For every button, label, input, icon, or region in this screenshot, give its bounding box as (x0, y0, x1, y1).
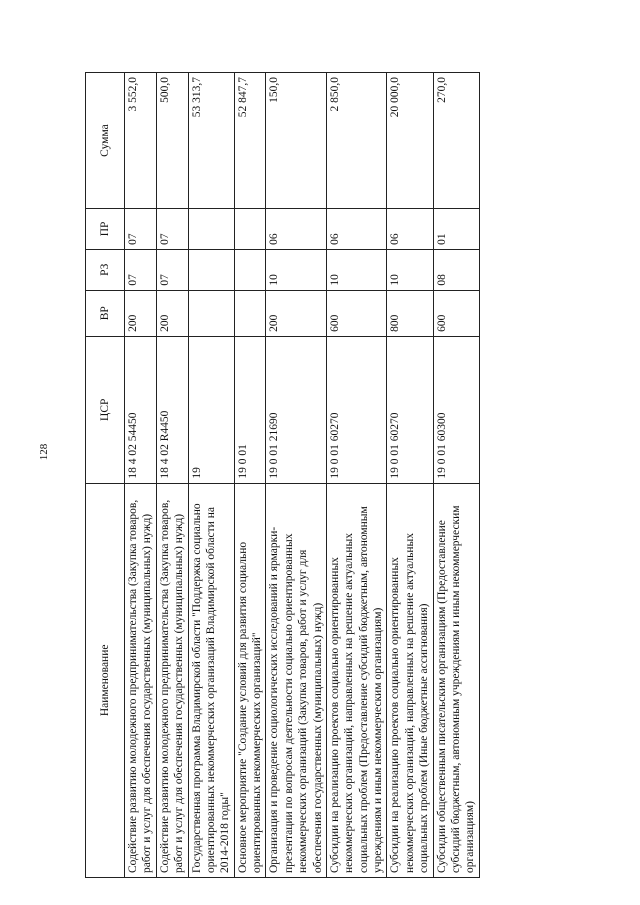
row-csr: 19 (188, 336, 234, 483)
row-name: Содействие развитию молодежного предпринимательства (Закупка товаров, работ и услуг для обеспечения государственных (муниципальных) нужд) (156, 483, 188, 877)
row-vr: 200 (266, 290, 327, 336)
row-sum: 2 850,0 (326, 73, 387, 209)
row-name: Организация и проведение социологических исследований и ярмарки-презентации по вопросам деятельности социально ориентированных некоммерческих организаций (Закупка товаров, работ и услуг для обеспечения государственных (муниципальных) нужд) (266, 483, 327, 877)
row-rz (188, 249, 234, 290)
header-row (86, 73, 125, 878)
row-pr: 06 (266, 209, 327, 250)
row-sum: 150,0 (266, 73, 327, 209)
header-vr: ВР (86, 290, 125, 336)
header-rz: РЗ (86, 249, 125, 290)
table-row (326, 73, 387, 878)
table-row (433, 73, 479, 878)
row-sum: 500,0 (156, 73, 188, 209)
row-pr: 01 (433, 209, 479, 250)
row-csr: 19 0 01 (234, 336, 266, 483)
row-sum: 53 313,7 (188, 73, 234, 209)
row-pr: 07 (156, 209, 188, 250)
row-name: Содействие развитию молодежного предпринимательства (Закупка товаров, работ и услуг для обеспечения государственных (муниципальных) нужд) (125, 483, 157, 877)
row-csr: 19 0 01 21690 (266, 336, 327, 483)
budget-table (85, 72, 480, 878)
row-sum: 270,0 (433, 73, 479, 209)
row-rz: 07 (125, 249, 157, 290)
table-row (234, 73, 266, 878)
header-name: Наименование (86, 483, 125, 877)
row-pr: 06 (326, 209, 387, 250)
table-row (266, 73, 327, 878)
header-pr: ПР (86, 209, 125, 250)
row-pr: 06 (387, 209, 433, 250)
row-pr (188, 209, 234, 250)
row-vr: 800 (387, 290, 433, 336)
row-vr (234, 290, 266, 336)
page-number: 128 (38, 443, 50, 461)
row-vr: 200 (125, 290, 157, 336)
row-rz: 10 (387, 249, 433, 290)
row-rz: 10 (326, 249, 387, 290)
row-rz: 08 (433, 249, 479, 290)
rotated-table-wrapper (85, 72, 620, 878)
header-csr: ЦСР (86, 336, 125, 483)
table-row (387, 73, 433, 878)
row-rz: 10 (266, 249, 327, 290)
row-pr (234, 209, 266, 250)
row-name: Субсидии на реализацию проектов социально ориентированных некоммерческих организаций, направленных на решение актуальных социальных проблем (Иные бюджетные ассигнования) (387, 483, 433, 877)
row-csr: 19 0 01 60300 (433, 336, 479, 483)
row-csr: 19 0 01 60270 (387, 336, 433, 483)
row-vr: 600 (433, 290, 479, 336)
table-row (125, 73, 157, 878)
row-rz: 07 (156, 249, 188, 290)
header-sum: Сумма (86, 73, 125, 209)
row-sum: 20 000,0 (387, 73, 433, 209)
row-sum: 52 847,7 (234, 73, 266, 209)
table-row (156, 73, 188, 878)
row-name: Субсидии общественным писательским организациям (Предоставление субсидий бюджетным, автономным учреждениям и иным некоммерческим организациям) (433, 483, 479, 877)
row-vr (188, 290, 234, 336)
row-vr: 600 (326, 290, 387, 336)
row-name: Субсидии на реализацию проектов социально ориентированных некоммерческих организаций, направленных на решение актуальных социальных проблем (Предоставление субсидий бюджетным, автономным учреждениям и иным некоммерческим организациям) (326, 483, 387, 877)
row-name: Государственная программа Владимирской области "Поддержка социально ориентированных некоммерческих организаций Владимирской области на 2014-2018 годы" (188, 483, 234, 877)
row-rz (234, 249, 266, 290)
row-pr: 07 (125, 209, 157, 250)
table-row (188, 73, 234, 878)
row-vr: 200 (156, 290, 188, 336)
row-csr: 19 0 01 60270 (326, 336, 387, 483)
row-sum: 3 552,0 (125, 73, 157, 209)
row-csr: 18 4 02 R4450 (156, 336, 188, 483)
row-name: Основное мероприятие "Создание условий для развития социально ориентированных некоммерческих организаций" (234, 483, 266, 877)
row-csr: 18 4 02 54450 (125, 336, 157, 483)
